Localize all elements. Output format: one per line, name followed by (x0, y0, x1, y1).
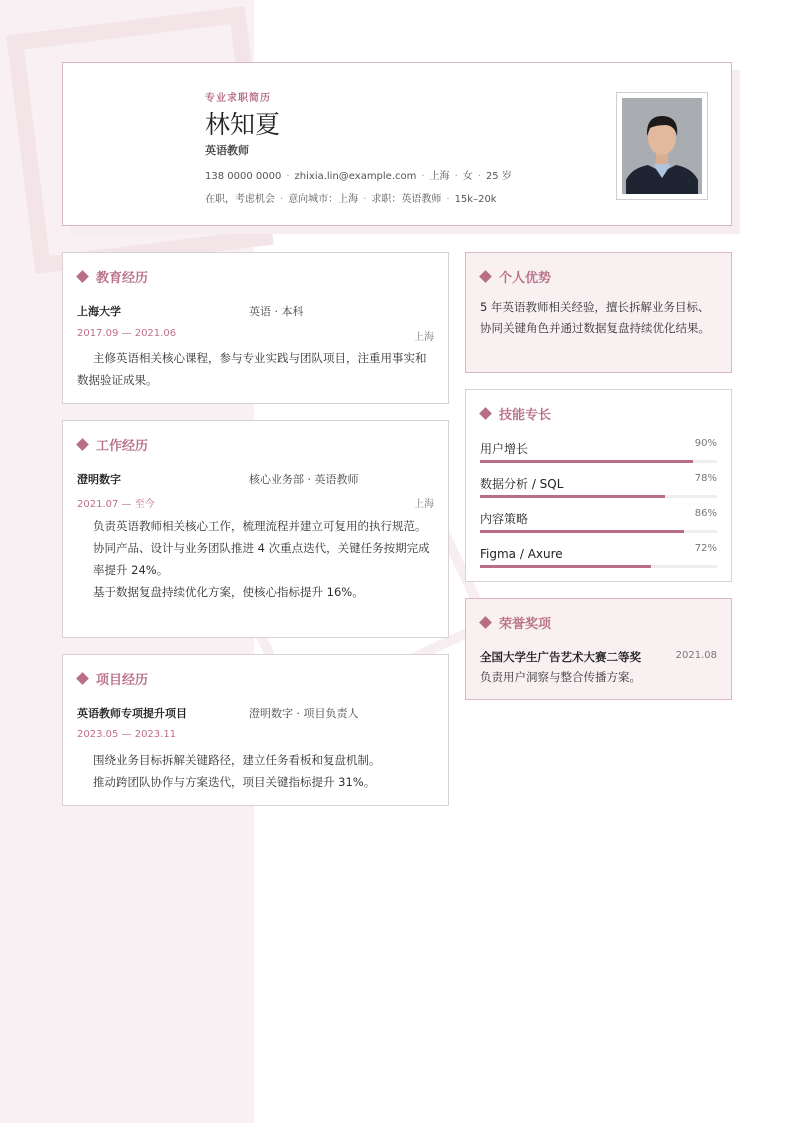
edu-description (77, 347, 435, 391)
section-title: 工作经历 (96, 439, 149, 454)
age: 25 岁 (485, 171, 512, 182)
skill-item (480, 473, 717, 492)
major: 英语 · 本科 (249, 305, 304, 318)
education-heading (77, 267, 148, 286)
project-item: 围绕业务目标拆解关键路径，建立任务看板和复盘机制。 (93, 753, 381, 767)
diamond-icon (479, 407, 492, 420)
section-title: 技能专长 (499, 408, 552, 423)
skill-item (480, 508, 717, 527)
school-name: 上海大学 (77, 305, 121, 318)
diamond-icon (479, 616, 492, 629)
award-name: 全国大学生广告艺术大赛二等奖 (480, 650, 641, 664)
section-title: 项目经历 (96, 673, 149, 688)
work-role: 核心业务部 · 英语教师 (249, 473, 359, 486)
project-bullets (77, 749, 435, 793)
status: 在职，考虑机会 (205, 194, 275, 205)
project-role: 澄明数字 · 项目负责人 (249, 707, 359, 720)
advantage-text: 5 年英语教师相关经验，擅长拆解业务目标、协同关键角色并通过数据复盘持续优化结果。 (480, 300, 710, 335)
skill-bar-fill (480, 530, 684, 533)
candidate-name: 林知夏 (205, 110, 281, 139)
skill-bar (480, 565, 717, 568)
phone: 138 0000 0000 (205, 171, 282, 182)
project-section (62, 654, 449, 806)
skill-label: 用户增长 (480, 442, 529, 456)
advantage-heading (480, 267, 551, 286)
diamond-icon (76, 672, 89, 685)
gender: 女 (462, 171, 473, 182)
work-section (62, 420, 449, 638)
resume-header (62, 62, 732, 226)
skill-label: 内容策略 (480, 512, 529, 526)
awards-heading (480, 613, 551, 632)
work-location: 上海 (414, 499, 434, 510)
skill-bar-fill (480, 565, 651, 568)
target-job: 求职：英语教师 (371, 194, 442, 205)
edu-location: 上海 (414, 332, 434, 343)
email: zhixia.lin@example.com (294, 171, 417, 182)
skill-bar-fill (480, 495, 665, 498)
skill-percent: 86% (694, 508, 717, 519)
work-item: 协同产品、设计与业务团队推进 4 次重点迭代，关键任务按期完成率提升 24%。 (93, 541, 430, 577)
skill-label: Figma / Axure (480, 547, 563, 561)
section-title: 荣誉奖项 (499, 617, 552, 632)
skill-bar-fill (480, 460, 693, 463)
advantage-section (465, 252, 732, 373)
project-item: 推动跨团队协作与方案迭代，项目关键指标提升 31%。 (93, 775, 376, 789)
edu-date: 2017.09 — 2021.06 (77, 328, 177, 339)
avatar-icon (622, 98, 702, 194)
education-section (62, 252, 449, 404)
diamond-icon (76, 270, 89, 283)
skill-percent: 72% (694, 543, 717, 554)
contact-info: 138 0000 0000 · zhixia.lin@example.com · 上海 · 女 · 25 岁 (205, 171, 512, 182)
project-name: 英语教师专项提升项目 (77, 707, 187, 720)
work-item: 负责英语教师相关核心工作，梳理流程并建立可复用的执行规范。 (93, 519, 427, 533)
skill-percent: 90% (694, 438, 717, 449)
resume-tag: 专业求职简历 (205, 93, 271, 104)
awards-section (465, 598, 732, 700)
work-date: 2021.07 — 至今 (77, 499, 155, 510)
work-heading (77, 435, 148, 454)
city: 上海 (429, 171, 450, 182)
skills-section (465, 389, 732, 582)
candidate-title: 英语教师 (205, 144, 249, 157)
edu-desc-text: 主修英语相关核心课程，参与专业实践与团队项目，注重用事实和数据验证成果。 (77, 351, 427, 387)
award-date: 2021.08 (675, 650, 717, 661)
project-date: 2023.05 — 2023.11 (77, 729, 177, 740)
avatar-photo (616, 92, 708, 200)
skill-label: 数据分析 / SQL (480, 477, 564, 491)
salary: 15k–20k (454, 194, 497, 205)
award-desc: 负责用户洞察与整合传播方案。 (480, 670, 641, 684)
skill-item (480, 543, 717, 562)
work-item: 基于数据复盘持续优化方案，使核心指标提升 16%。 (93, 585, 364, 599)
diamond-icon (76, 438, 89, 451)
skill-bar (480, 530, 717, 533)
skill-item (480, 438, 717, 457)
skill-bar (480, 495, 717, 498)
skills-heading (480, 404, 551, 423)
job-status: 在职，考虑机会 · 意向城市：上海 · 求职：英语教师 · 15k–20k (205, 194, 497, 205)
section-title: 个人优势 (499, 271, 552, 286)
work-bullets (77, 515, 435, 603)
target-city: 意向城市：上海 (288, 194, 359, 205)
company-name: 澄明数字 (77, 473, 121, 486)
diamond-icon (479, 270, 492, 283)
skill-bar (480, 460, 717, 463)
project-heading (77, 669, 148, 688)
section-title: 教育经历 (96, 271, 149, 286)
skill-percent: 78% (694, 473, 717, 484)
